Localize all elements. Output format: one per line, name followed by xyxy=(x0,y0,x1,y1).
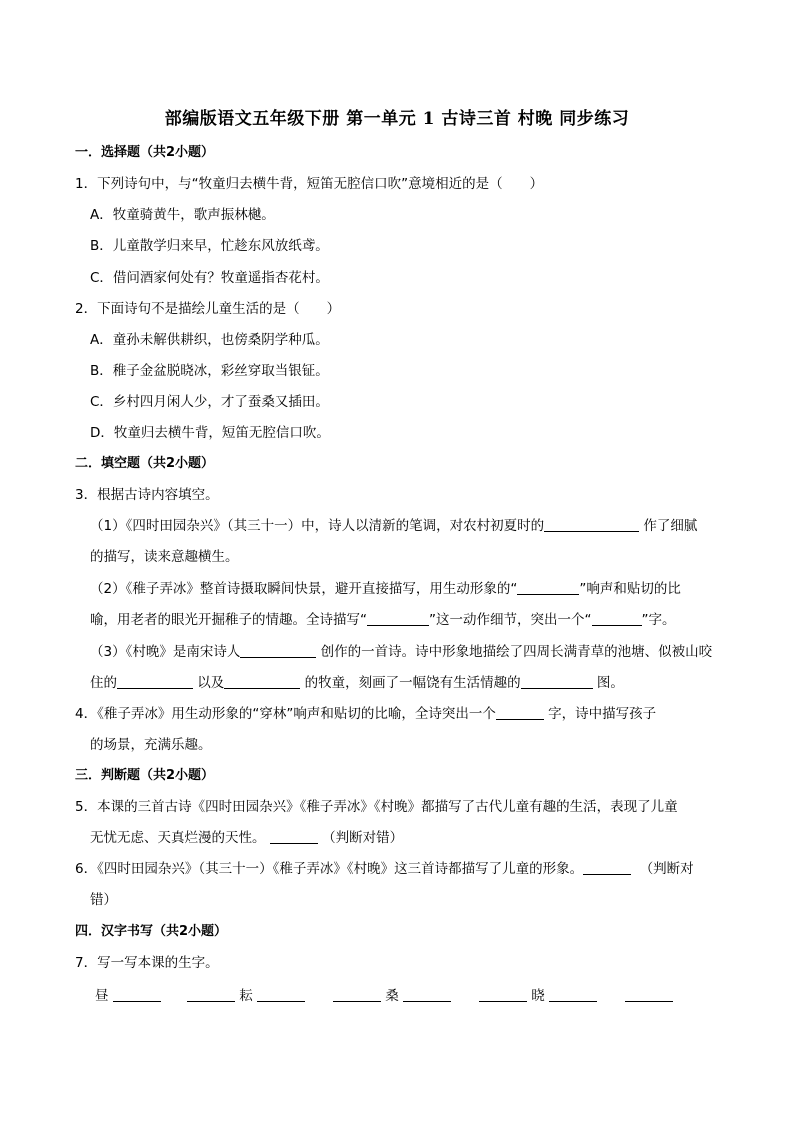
writing-blank[interactable] xyxy=(113,987,161,1002)
text-fragment: 图。 xyxy=(596,675,624,691)
question-2-option-b: B．稚子金盆脱晓冰，彩丝穿取当银钲。 xyxy=(90,363,329,379)
writing-blank[interactable] xyxy=(257,987,305,1002)
question-2-option-a: A．童孙未解供耕织，也傍桑阴学种瓜。 xyxy=(90,332,329,348)
text-fragment: ”这一动作细节，突出一个“ xyxy=(429,612,592,628)
answer-blank[interactable] xyxy=(117,674,193,689)
text-fragment: （判断对 xyxy=(639,861,694,877)
text-fragment: 住的 xyxy=(90,675,117,691)
question-3-stem: 3．根据古诗内容填空。 xyxy=(75,487,219,503)
question-2-stem: 2．下面诗句不是描绘儿童生活的是（ ） xyxy=(75,301,341,317)
character-item xyxy=(333,986,451,1006)
answer-blank[interactable] xyxy=(270,829,318,844)
answer-blank[interactable] xyxy=(224,674,300,689)
character-item xyxy=(187,986,305,1006)
writing-blank[interactable] xyxy=(625,987,673,1002)
section-heading-judge: 三．判断题（共2小题） xyxy=(75,768,215,783)
character-label: 晓 xyxy=(531,988,545,1004)
writing-blank[interactable] xyxy=(403,987,451,1002)
character-label: 昼 xyxy=(95,988,109,1004)
text-fragment: （1）《四时田园杂兴》（其三十一）中，诗人以清新的笔调，对农村初夏时的 xyxy=(90,518,545,534)
writing-blank[interactable] xyxy=(479,987,527,1002)
character-item xyxy=(95,986,161,1006)
page-title: 部编版语文五年级下册 第一单元 1 古诗三首 村晚 同步练习 xyxy=(164,109,630,129)
question-5-line-2 xyxy=(90,828,730,848)
text-fragment: 喻，用老者的眼光开掘稚子的情趣。全诗描写“ xyxy=(90,612,367,628)
text-fragment: 作了细腻 xyxy=(643,518,698,534)
question-4-line-2: 的场景，充满乐趣。 xyxy=(90,737,212,753)
question-3-part-1-line-1 xyxy=(90,516,730,536)
character-label: 耘 xyxy=(239,988,253,1004)
question-1-option-a: A．牧童骑黄牛，歌声振林樾。 xyxy=(90,207,275,223)
question-7-stem: 7．写一写本课的生字。 xyxy=(75,955,219,971)
text-fragment: （判断对错） xyxy=(322,830,404,846)
text-fragment: 字，诗中描写孩子 xyxy=(548,706,657,722)
writing-blank[interactable] xyxy=(187,987,235,1002)
text-fragment: 以及 xyxy=(197,675,225,691)
answer-blank[interactable] xyxy=(517,580,579,595)
text-fragment: 6．《四时田园杂兴》（其三十一）《稚子弄冰》《村晚》这三首诗都描写了儿童的形象。 xyxy=(75,861,584,877)
question-6-line-2: 错） xyxy=(90,892,117,908)
question-1-option-b: B．儿童散学归来早，忙趁东风放纸鸢。 xyxy=(90,238,329,254)
question-3-part-1-line-2: 的描写，读来意趣横生。 xyxy=(90,549,239,565)
text-fragment: 创作的一首诗。诗中形象地描绘了四周长满青草的池塘、似被山咬 xyxy=(320,644,713,660)
character-label: 桑 xyxy=(385,988,399,1004)
text-fragment: 4．《稚子弄冰》用生动形象的“穿林”响声和贴切的比喻，全诗突出一个 xyxy=(75,706,496,722)
text-fragment: ”响声和贴切的比 xyxy=(579,581,681,597)
question-4-line-1 xyxy=(75,704,715,724)
section-heading-writing: 四．汉字书写（共2小题） xyxy=(75,924,228,939)
question-6-line-1 xyxy=(75,859,715,879)
question-2-option-d: D．牧童归去横牛背，短笛无腔信口吹。 xyxy=(90,425,330,441)
answer-blank[interactable] xyxy=(367,611,429,626)
character-item xyxy=(479,986,597,1006)
text-fragment: （3）《村晚》是南宋诗人 xyxy=(90,644,241,660)
answer-blank[interactable] xyxy=(521,674,593,689)
writing-blank[interactable] xyxy=(333,987,381,1002)
question-3-part-2-line-1 xyxy=(90,579,730,599)
text-fragment: 无忧无虑、天真烂漫的天性。 xyxy=(90,830,266,846)
character-item xyxy=(625,986,673,1006)
writing-blank[interactable] xyxy=(549,987,597,1002)
question-1-stem: 1．下列诗句中，与“牧童归去横牛背，短笛无腔信口吹”意境相近的是（ ） xyxy=(75,176,544,192)
answer-blank[interactable] xyxy=(240,643,316,658)
section-heading-choice: 一．选择题（共2小题） xyxy=(75,145,215,160)
question-3-part-2-line-2 xyxy=(90,610,730,630)
question-3-part-3-line-2 xyxy=(90,673,730,693)
answer-blank[interactable] xyxy=(592,611,642,626)
question-5-line-1: 5．本课的三首古诗《四时田园杂兴》《稚子弄冰》《村晚》都描写了古代儿童有趣的生活，表现了儿童 xyxy=(75,799,678,815)
text-fragment: （2）《稚子弄冰》整首诗摄取瞬间快景，避开直接描写，用生动形象的“ xyxy=(90,581,518,597)
section-heading-fill: 二．填空题（共2小题） xyxy=(75,456,215,471)
text-fragment: ”字。 xyxy=(641,612,676,628)
text-fragment: 的牧童，刻画了一幅饶有生活情趣的 xyxy=(304,675,521,691)
question-1-option-c: C．借问酒家何处有？牧童遥指杏花村。 xyxy=(90,270,329,286)
answer-blank[interactable] xyxy=(544,517,639,532)
question-2-option-c: C．乡村四月闲人少，才了蚕桑又插田。 xyxy=(90,394,329,410)
question-3-part-3-line-1 xyxy=(90,642,730,662)
answer-blank[interactable] xyxy=(496,705,544,720)
answer-blank[interactable] xyxy=(583,860,631,875)
